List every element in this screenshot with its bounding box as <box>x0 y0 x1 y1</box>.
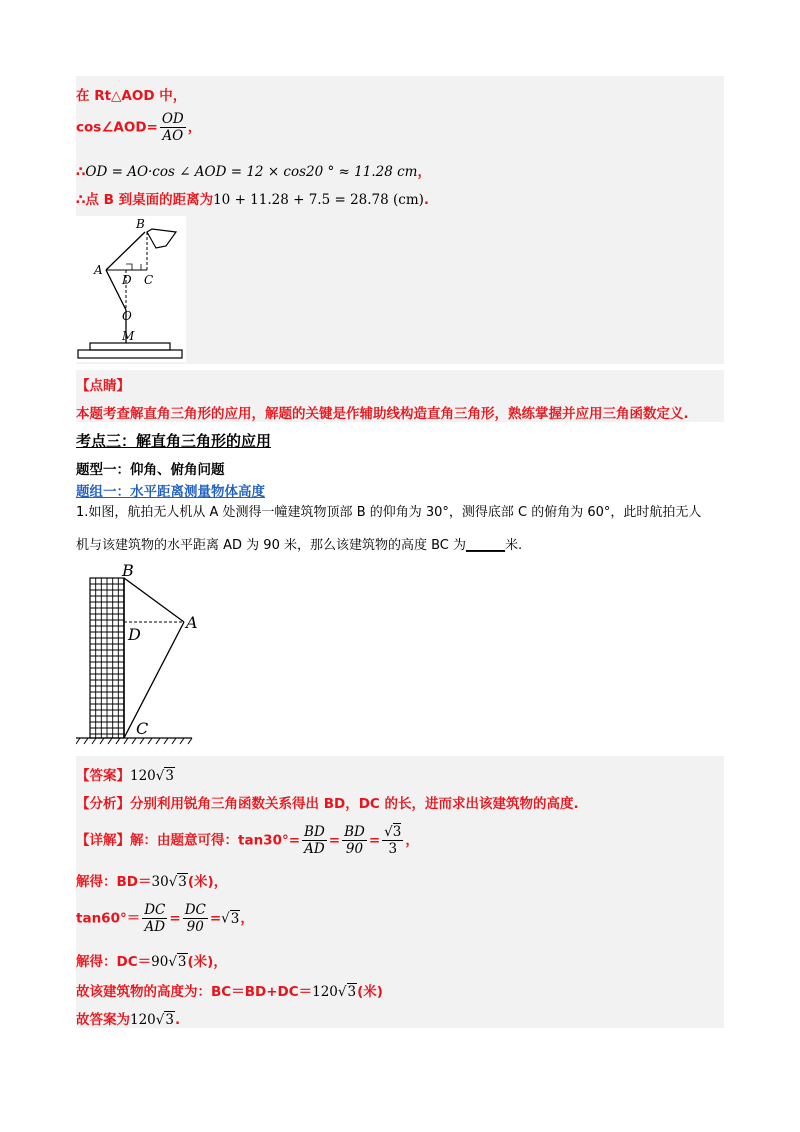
analysis-tag: 【分析】 <box>76 796 130 812</box>
distance-tail: . <box>423 192 430 208</box>
g1-den: AD <box>144 919 166 935</box>
g2-den: 90 <box>186 919 204 935</box>
building-grid <box>90 578 124 738</box>
bd-value: 30√3 <box>151 874 187 890</box>
final-line <box>76 1008 180 1028</box>
frac-bd-ad <box>302 824 327 857</box>
label-b: B <box>136 217 145 231</box>
bd-unit: (米)， <box>187 874 228 890</box>
answer-value: 120√3 <box>130 768 174 784</box>
section-title: 考点三：解直角三角形的应用 <box>76 432 272 450</box>
bd-prefix: 解得：BD＝ <box>76 874 152 890</box>
label-d: D <box>122 273 132 287</box>
dc-value: 90√3 <box>151 954 187 970</box>
frac-dc-90 <box>183 902 208 935</box>
g1-num: DC <box>144 902 166 918</box>
tan60-label: tan60°＝ <box>76 910 141 927</box>
frac1-den: AD <box>304 841 325 857</box>
comment-tag <box>76 374 130 394</box>
final-prefix: 故答案为 <box>76 1012 130 1028</box>
solution-line-1 <box>76 84 186 104</box>
solution-distance-line <box>76 188 429 208</box>
final-tail: . <box>174 1012 181 1028</box>
group-title-link[interactable]: 题组一：水平距离测量物体高度 <box>76 484 265 500</box>
answer-tag: 【答案】 <box>76 768 130 784</box>
g3-rad: 3 <box>230 910 240 927</box>
frac3-num-rad: 3 <box>392 824 402 840</box>
cos-fraction <box>160 111 186 144</box>
ground-hatching <box>76 738 192 744</box>
bc-line <box>76 980 383 1000</box>
frac1-num: BD <box>304 824 325 840</box>
lamp-base-upper <box>90 343 170 350</box>
comment-body: 本题考查解直角三角形的应用，解题的关键是作辅助线构造直角三角形，熟练掌握并应用三角函数定义. <box>76 406 689 422</box>
therefore-symbol: ∴ <box>76 164 86 180</box>
bc-unit: (米) <box>357 984 383 1000</box>
bc-rad: 3 <box>347 984 357 1000</box>
dc-line <box>76 950 227 970</box>
bc-coef: 120 <box>312 984 338 1000</box>
analysis-text: 分别利用锐角三角函数关系得出 BD，DC 的长，进而求出该建筑物的高度. <box>130 796 579 812</box>
cos-label: cos∠AOD= <box>76 119 158 136</box>
comment-text <box>76 402 689 422</box>
tail1: ， <box>405 832 419 849</box>
final-value: 120√3 <box>130 1012 174 1028</box>
question-line-2 <box>76 534 522 553</box>
lamp-figure <box>76 216 186 362</box>
dc-unit: (米)， <box>187 954 227 970</box>
solution-od-line <box>76 160 431 180</box>
label-c: C <box>144 273 154 287</box>
analysis-line <box>76 792 579 812</box>
tail2: ， <box>240 910 254 927</box>
cos-numerator: OD <box>161 111 184 127</box>
lamp-base-lower <box>78 350 182 358</box>
dc-prefix: 解得：DC＝ <box>76 954 152 970</box>
distance-formula: 10 + 11.28 + 7.5 = 28.78 (cm) <box>213 192 424 208</box>
bc-value: 120√3 <box>312 984 357 1000</box>
label-a: A <box>94 263 103 277</box>
frac2-den: 90 <box>345 841 364 857</box>
od-tail: ， <box>417 164 431 180</box>
question-text-2a: 机与该建筑物的水平距离 AD 为 90 米，那么该建筑物的高度 BC 为 <box>76 538 467 553</box>
frac-sqrt3-3: $\frac{√3}{3}$ <box>384 824 402 857</box>
bd-rad: 3 <box>178 874 187 890</box>
question-text-2b: 米. <box>505 538 523 553</box>
cos-tail: ， <box>187 119 202 136</box>
cos-denominator: AO <box>162 128 184 144</box>
bc-prefix: 故该建筑物的高度为：BC＝BD+DC＝ <box>76 984 313 1000</box>
label-m: M <box>122 329 135 343</box>
sqrt3-value: √3 <box>221 910 240 927</box>
final-coef: 120 <box>130 1012 156 1028</box>
answer-line <box>76 764 175 784</box>
g2-num: DC <box>184 902 206 918</box>
right-angle-d <box>126 264 132 270</box>
frac-dc-ad <box>142 902 167 935</box>
comment-tag-text: 【点睛】 <box>76 378 130 394</box>
label-o: O <box>122 309 132 323</box>
bd-coef: 30 <box>151 874 169 890</box>
label-a2: A <box>186 613 198 632</box>
final-rad: 3 <box>165 1012 174 1028</box>
detail-line-1: 【详解】解：由题意可得：tan30°= $\frac{BD}{AD}$ = $\frac{BD}{90}$ = $\frac{√3}{3}$ ， <box>76 824 419 857</box>
line-ba <box>124 578 184 622</box>
label-d2: D <box>128 625 141 644</box>
bd-line <box>76 870 227 890</box>
dc-coef: 90 <box>151 954 169 970</box>
lamp-head <box>147 229 176 248</box>
frac-bd-90 <box>342 824 367 857</box>
detail-tag: 【详解】 <box>76 832 130 849</box>
text-in-rt-aod: 在 Rt△AOD 中， <box>76 88 187 104</box>
building-figure <box>76 560 206 748</box>
solution-cos-line <box>76 111 201 144</box>
dc-rad: 3 <box>177 954 187 970</box>
question-line-1 <box>76 501 701 520</box>
arm-ab <box>106 232 145 270</box>
answer-blank: ______ <box>466 538 506 553</box>
answer-coef: 120 <box>130 768 156 784</box>
od-formula: OD = AO·cos ∠ AOD = 12 × cos20 ° ≈ 11.28 cm <box>85 164 418 180</box>
subsection-title: 题型一：仰角、俯角问题 <box>76 462 225 478</box>
frac3-den: 3 <box>388 841 398 857</box>
label-b2: B <box>122 561 134 580</box>
distance-prefix: ∴点 B 到桌面的距离为 <box>76 192 214 208</box>
answer-rad: 3 <box>165 768 174 784</box>
detail-intro: 解：由题意可得：tan30°= <box>130 832 301 849</box>
tan60-line: tan60°＝ $\frac{DC}{AD}$ = $\frac{DC}{90}$ =√3， <box>76 902 254 935</box>
question-text-1: 1.如图，航拍无人机从 A 处测得一幢建筑物顶部 B 的仰角为 30°，测得底部 C 的俯角为 60°，此时航拍无人 <box>76 505 702 520</box>
frac2-num: BD <box>344 824 365 840</box>
label-c2: C <box>136 719 149 738</box>
